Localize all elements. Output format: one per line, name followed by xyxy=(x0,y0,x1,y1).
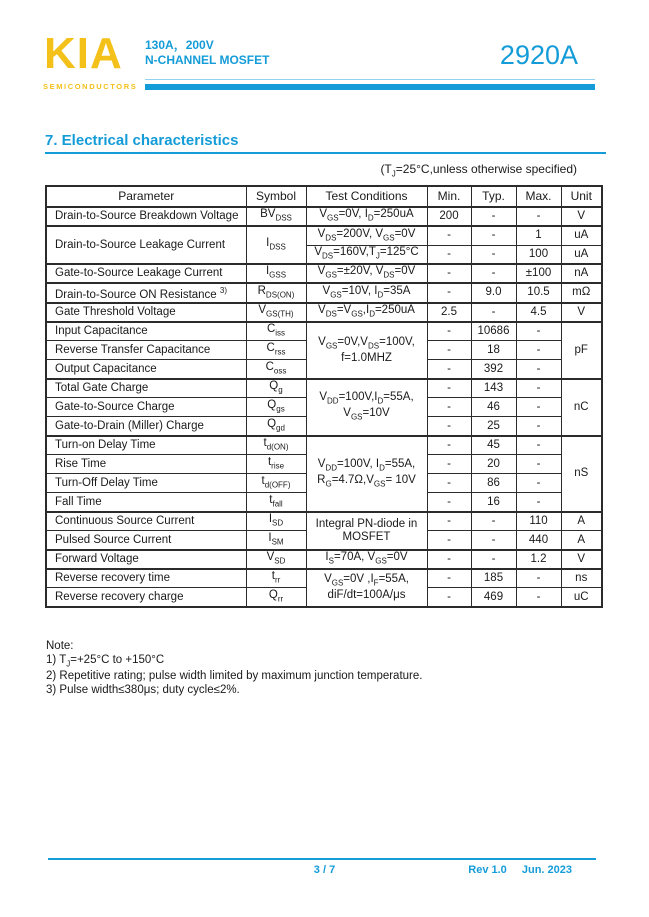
cond-cell: $V_{DD}=100V$, $I_D=55A$, $R_G=4.7\Omega,V_{GS}= 10V$ xyxy=(306,436,427,512)
unit-cell: V xyxy=(561,550,602,569)
cond-cell: $V_{DD}=100V,I_D=55A$, $V_{GS}=10V$ xyxy=(306,379,427,436)
notes-block xyxy=(46,640,422,697)
val-cell: - xyxy=(427,588,471,607)
table-row xyxy=(46,283,602,303)
table-row xyxy=(46,436,602,455)
param-cell: Forward Voltage xyxy=(46,550,246,569)
cond-cell: $V_{GS}=0V$ $,I_F=55A$, diF/dt=100A/μs xyxy=(306,569,427,607)
val-cell: - xyxy=(516,341,561,360)
val-cell: 20 xyxy=(471,455,516,474)
val-cell: 4.5 xyxy=(516,303,561,322)
sym-cell: $t_{rr}$ xyxy=(246,569,306,588)
header-typ: Typ. xyxy=(471,186,516,207)
cond-cell: $V_{DS}=160V,T_J=125^\circ C$ xyxy=(306,245,427,264)
val-cell: - xyxy=(427,322,471,341)
unit-cell: A xyxy=(561,512,602,531)
param-cell: Drain-to-Source Breakdown Voltage xyxy=(46,207,246,226)
unit-cell: uA xyxy=(561,226,602,245)
val-cell: - xyxy=(516,455,561,474)
page-number: 3 / 7 xyxy=(313,864,336,876)
val-cell: - xyxy=(471,303,516,322)
cond-cell: Integral PN-diode in MOSFET xyxy=(306,512,427,550)
val-cell: - xyxy=(471,550,516,569)
val-cell: - xyxy=(516,322,561,341)
header-parameter: Parameter xyxy=(46,186,246,207)
val-cell: - xyxy=(516,493,561,512)
spec-table-body xyxy=(46,207,602,607)
table-row xyxy=(46,264,602,283)
header-max: Max. xyxy=(516,186,561,207)
val-cell: - xyxy=(516,379,561,398)
table-row xyxy=(46,322,602,341)
note-item: 3) Pulse width≤380μs; duty cycle≤2%. xyxy=(46,683,240,696)
unit-cell: mΩ xyxy=(561,283,602,303)
val-cell: 45 xyxy=(471,436,516,455)
val-cell: - xyxy=(427,226,471,245)
sym-cell: $t_{fall}$ xyxy=(246,493,306,512)
sym-cell: $Q_{gd}$ xyxy=(246,417,306,436)
param-cell: Turn-on Delay Time xyxy=(46,436,246,455)
val-cell: - xyxy=(471,207,516,226)
param-cell: Turn-Off Delay Time xyxy=(46,474,246,493)
param-cell: Fall Time xyxy=(46,493,246,512)
header-thin-rule xyxy=(145,79,595,80)
sym-cell: $Q_{rr}$ xyxy=(246,588,306,607)
val-cell: 86 xyxy=(471,474,516,493)
param-cell: Reverse Transfer Capacitance xyxy=(46,341,246,360)
param-cell: Gate-to-Drain (Miller) Charge xyxy=(46,417,246,436)
footer-rule xyxy=(48,858,596,860)
kia-logo: KIA xyxy=(44,29,123,78)
val-cell: - xyxy=(471,512,516,531)
val-cell: - xyxy=(427,436,471,455)
table-row xyxy=(46,226,602,245)
val-cell: - xyxy=(471,264,516,283)
param-cell: Input Capacitance xyxy=(46,322,246,341)
header-min: Min. xyxy=(427,186,471,207)
sym-cell: $I_{GSS}$ xyxy=(246,264,306,283)
sym-cell: $Q_{gs}$ xyxy=(246,398,306,417)
param-cell: Output Capacitance xyxy=(46,360,246,379)
sym-cell: $BV_{DSS}$ xyxy=(246,207,306,226)
sym-cell: $V_{GS(TH)}$ xyxy=(246,303,306,322)
header-symbol: Symbol xyxy=(246,186,306,207)
cond-cell: $V_{GS}=10V$, $I_D=35A$ xyxy=(306,283,427,303)
note-item: 1) $T_J=+25^\circ C$ to +150°C xyxy=(46,653,165,668)
param-cell: Pulsed Source Current xyxy=(46,531,246,550)
sym-cell: $t_{d(ON)}$ xyxy=(246,436,306,455)
revision-label: Rev 1.0 xyxy=(468,864,507,876)
sym-cell: $V_{SD}$ xyxy=(246,550,306,569)
val-cell: - xyxy=(427,417,471,436)
table-row xyxy=(46,303,602,322)
electrical-characteristics-table xyxy=(45,185,603,608)
val-cell: - xyxy=(427,283,471,303)
unit-cell: ns xyxy=(561,569,602,588)
val-cell: - xyxy=(427,455,471,474)
val-cell: - xyxy=(516,474,561,493)
val-cell: ±100 xyxy=(516,264,561,283)
unit-cell: nA xyxy=(561,264,602,283)
cond-cell: $V_{GS}=\pm 20V$, $V_{DS}=0V$ xyxy=(306,264,427,283)
val-cell: 9.0 xyxy=(471,283,516,303)
val-cell: - xyxy=(516,569,561,588)
val-cell: 143 xyxy=(471,379,516,398)
table-row xyxy=(46,379,602,398)
val-cell: - xyxy=(427,379,471,398)
sym-cell: $R_{DS(ON)}$ xyxy=(246,283,306,303)
val-cell: 46 xyxy=(471,398,516,417)
val-cell: 100 xyxy=(516,245,561,264)
val-cell: 200 xyxy=(427,207,471,226)
val-cell: - xyxy=(516,398,561,417)
val-cell: - xyxy=(471,226,516,245)
val-cell: - xyxy=(516,436,561,455)
val-cell: - xyxy=(516,588,561,607)
val-cell: 185 xyxy=(471,569,516,588)
val-cell: 2.5 xyxy=(427,303,471,322)
sym-cell: $I_{SD}$ xyxy=(246,512,306,531)
table-row xyxy=(46,512,602,531)
revision-block xyxy=(468,864,572,876)
sym-cell: $Q_g$ xyxy=(246,379,306,398)
unit-cell: uA xyxy=(561,245,602,264)
val-cell: - xyxy=(516,360,561,379)
val-cell: 25 xyxy=(471,417,516,436)
unit-cell: uC xyxy=(561,588,602,607)
val-cell: 440 xyxy=(516,531,561,550)
val-cell: - xyxy=(427,550,471,569)
param-cell: Reverse recovery time xyxy=(46,569,246,588)
test-condition-note: ($T_J=25^\circ C,unless$ otherwise specified) xyxy=(380,162,577,179)
val-cell: - xyxy=(427,474,471,493)
device-rating: 130A，200V xyxy=(145,38,214,52)
val-cell: 1.2 xyxy=(516,550,561,569)
param-cell: Gate-to-Source Charge xyxy=(46,398,246,417)
notes-label: Note: xyxy=(46,640,74,652)
param-cell: Rise Time xyxy=(46,455,246,474)
device-type: N-CHANNEL MOSFET xyxy=(145,53,270,67)
param-cell: Continuous Source Current xyxy=(46,512,246,531)
val-cell: - xyxy=(427,512,471,531)
val-cell: 18 xyxy=(471,341,516,360)
note-item: 2) Repetitive rating; pulse width limited by maximum junction temperature. xyxy=(46,670,423,683)
sym-cell: $t_{rise}$ xyxy=(246,455,306,474)
cond-cell: $V_{DS}=V_{GS},I_D=250uA$ xyxy=(306,303,427,322)
cond-cell: $I_S=70A$, $V_{GS}=0V$ xyxy=(306,550,427,569)
val-cell: 10686 xyxy=(471,322,516,341)
param-cell: Drain-to-Source Leakage Current xyxy=(46,226,246,264)
val-cell: - xyxy=(471,531,516,550)
val-cell: - xyxy=(471,245,516,264)
val-cell: - xyxy=(427,493,471,512)
logo-subtitle: SEMICONDUCTORS xyxy=(43,82,138,91)
val-cell: - xyxy=(427,341,471,360)
cond-cell: $V_{DS}=200V$, $V_{GS}=0V$ xyxy=(306,226,427,245)
val-cell: 392 xyxy=(471,360,516,379)
param-cell: Reverse recovery charge xyxy=(46,588,246,607)
val-cell: - xyxy=(516,417,561,436)
sym-cell: $t_{d(OFF)}$ xyxy=(246,474,306,493)
section-title: 7. Electrical characteristics xyxy=(45,132,239,149)
val-cell: - xyxy=(427,569,471,588)
cond-cell: $V_{GS}=0V,V_{DS}=100V$, f=1.0MHZ xyxy=(306,322,427,379)
cond-cell: $V_{GS}=0V$, $I_D=250uA$ xyxy=(306,207,427,226)
val-cell: - xyxy=(427,264,471,283)
val-cell: 16 xyxy=(471,493,516,512)
val-cell: - xyxy=(427,398,471,417)
part-number: 2920A xyxy=(499,40,578,70)
param-cell: Drain-to-Source ON Resistance $^{3)}$ xyxy=(46,283,246,303)
sym-cell: $I_{SM}$ xyxy=(246,531,306,550)
sym-cell: $C_{iss}$ xyxy=(246,322,306,341)
sym-cell: $C_{rss}$ xyxy=(246,341,306,360)
val-cell: - xyxy=(427,360,471,379)
param-cell: Total Gate Charge xyxy=(46,379,246,398)
unit-cell: nC xyxy=(561,379,602,436)
revision-date: Jun. 2023 xyxy=(521,864,572,876)
table-header-row xyxy=(46,186,602,207)
section-title-rule xyxy=(45,152,606,154)
header-test-conditions: Test Conditions xyxy=(306,186,427,207)
param-cell: Gate-to-Source Leakage Current xyxy=(46,264,246,283)
table-header xyxy=(46,186,602,207)
val-cell: 1 xyxy=(516,226,561,245)
table-row xyxy=(46,550,602,569)
unit-cell: V xyxy=(561,303,602,322)
val-cell: 10.5 xyxy=(516,283,561,303)
unit-cell: A xyxy=(561,531,602,550)
table-row xyxy=(46,207,602,226)
val-cell: - xyxy=(427,531,471,550)
unit-cell: nS xyxy=(561,436,602,512)
unit-cell: V xyxy=(561,207,602,226)
val-cell: 469 xyxy=(471,588,516,607)
table-row xyxy=(46,569,602,588)
sym-cell: $I_{DSS}$ xyxy=(246,226,306,264)
val-cell: - xyxy=(516,207,561,226)
unit-cell: pF xyxy=(561,322,602,379)
val-cell: - xyxy=(427,245,471,264)
param-cell: Gate Threshold Voltage xyxy=(46,303,246,322)
val-cell: 110 xyxy=(516,512,561,531)
sym-cell: $C_{oss}$ xyxy=(246,360,306,379)
header-unit: Unit xyxy=(561,186,602,207)
header-accent-bar xyxy=(145,84,595,90)
